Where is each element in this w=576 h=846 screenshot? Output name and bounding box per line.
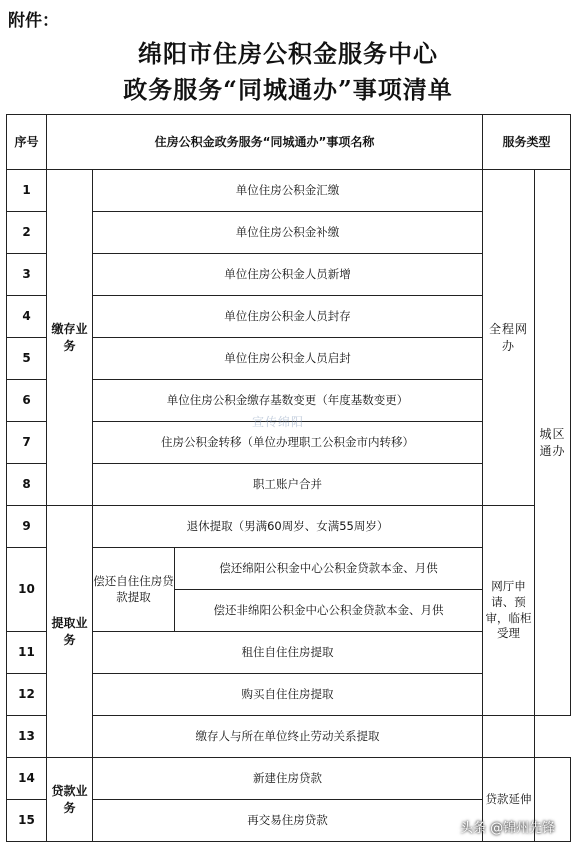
row-number: 3 xyxy=(7,254,47,296)
item-name: 再交易住房贷款 xyxy=(93,800,483,842)
row-number: 9 xyxy=(7,506,47,548)
row-number: 13 xyxy=(7,716,47,758)
row-number: 7 xyxy=(7,422,47,464)
item-name: 缴存人与所在单位终止劳动关系提取 xyxy=(93,716,483,758)
repay-subgroup: 偿还自住住房贷款提取 xyxy=(93,548,175,632)
table-row xyxy=(7,170,571,212)
row-number: 8 xyxy=(7,464,47,506)
row-number: 14 xyxy=(7,758,47,800)
item-name: 租住自住住房提取 xyxy=(93,632,483,674)
row-number: 11 xyxy=(7,632,47,674)
service-type-city: 城区通办 xyxy=(535,170,571,716)
service-type-hall-cont xyxy=(483,716,535,758)
item-name: 购买自住住房提取 xyxy=(93,674,483,716)
item-name: 单位住房公积金人员封存 xyxy=(93,296,483,338)
category-deposit: 缴存业务 xyxy=(47,170,93,506)
item-name: 单位住房公积金汇缴 xyxy=(93,170,483,212)
service-type-hall: 网厅申请、预审，临柜受理 xyxy=(483,506,535,716)
row-number: 2 xyxy=(7,212,47,254)
header-no: 序号 xyxy=(7,115,47,170)
page-subtitle: 政务服务“同城通办”事项清单 xyxy=(123,75,453,104)
row-number: 10 xyxy=(7,548,47,632)
row-number: 15 xyxy=(7,800,47,842)
source-footer: 头条 @锦州先锋 xyxy=(460,821,556,836)
service-list-table xyxy=(6,114,571,842)
service-type-full-process: 全程网办 xyxy=(483,170,535,506)
item-name: 新建住房贷款 xyxy=(93,758,483,800)
page-title: 绵阳市住房公积金服务中心 xyxy=(138,39,438,68)
header-service-type: 服务类型 xyxy=(483,115,571,170)
item-name: 单位住房公积金人员启封 xyxy=(93,338,483,380)
row-number: 6 xyxy=(7,380,47,422)
item-name: 单位住房公积金人员新增 xyxy=(93,254,483,296)
attachment-label: 附件： xyxy=(8,11,59,31)
row-number: 4 xyxy=(7,296,47,338)
item-name: 职工账户合并 xyxy=(93,464,483,506)
table-header-row xyxy=(7,115,571,170)
row-number: 12 xyxy=(7,674,47,716)
row-number: 5 xyxy=(7,338,47,380)
table-row xyxy=(7,758,571,800)
service-type-loan: 贷款延伸 xyxy=(483,758,535,842)
category-withdraw: 提取业务 xyxy=(47,506,93,758)
item-name: 偿还非绵阳公积金中心公积金贷款本金、月供 xyxy=(175,590,483,632)
item-name: 住房公积金转移（单位办理职工公积金市内转移） xyxy=(93,422,483,464)
header-name: 住房公积金政务服务“同城通办”事项名称 xyxy=(47,115,483,170)
item-name: 单位住房公积金补缴 xyxy=(93,212,483,254)
item-name: 退休提取（男满60周岁、女满55周岁） xyxy=(93,506,483,548)
watermark: 宣传绵阳 xyxy=(252,415,305,429)
category-loan: 贷款业务 xyxy=(47,758,93,842)
table-row xyxy=(7,506,571,548)
item-name: 偿还绵阳公积金中心公积金贷款本金、月供 xyxy=(175,548,483,590)
row-number: 1 xyxy=(7,170,47,212)
item-name: 单位住房公积金缴存基数变更（年度基数变更） xyxy=(93,380,483,422)
